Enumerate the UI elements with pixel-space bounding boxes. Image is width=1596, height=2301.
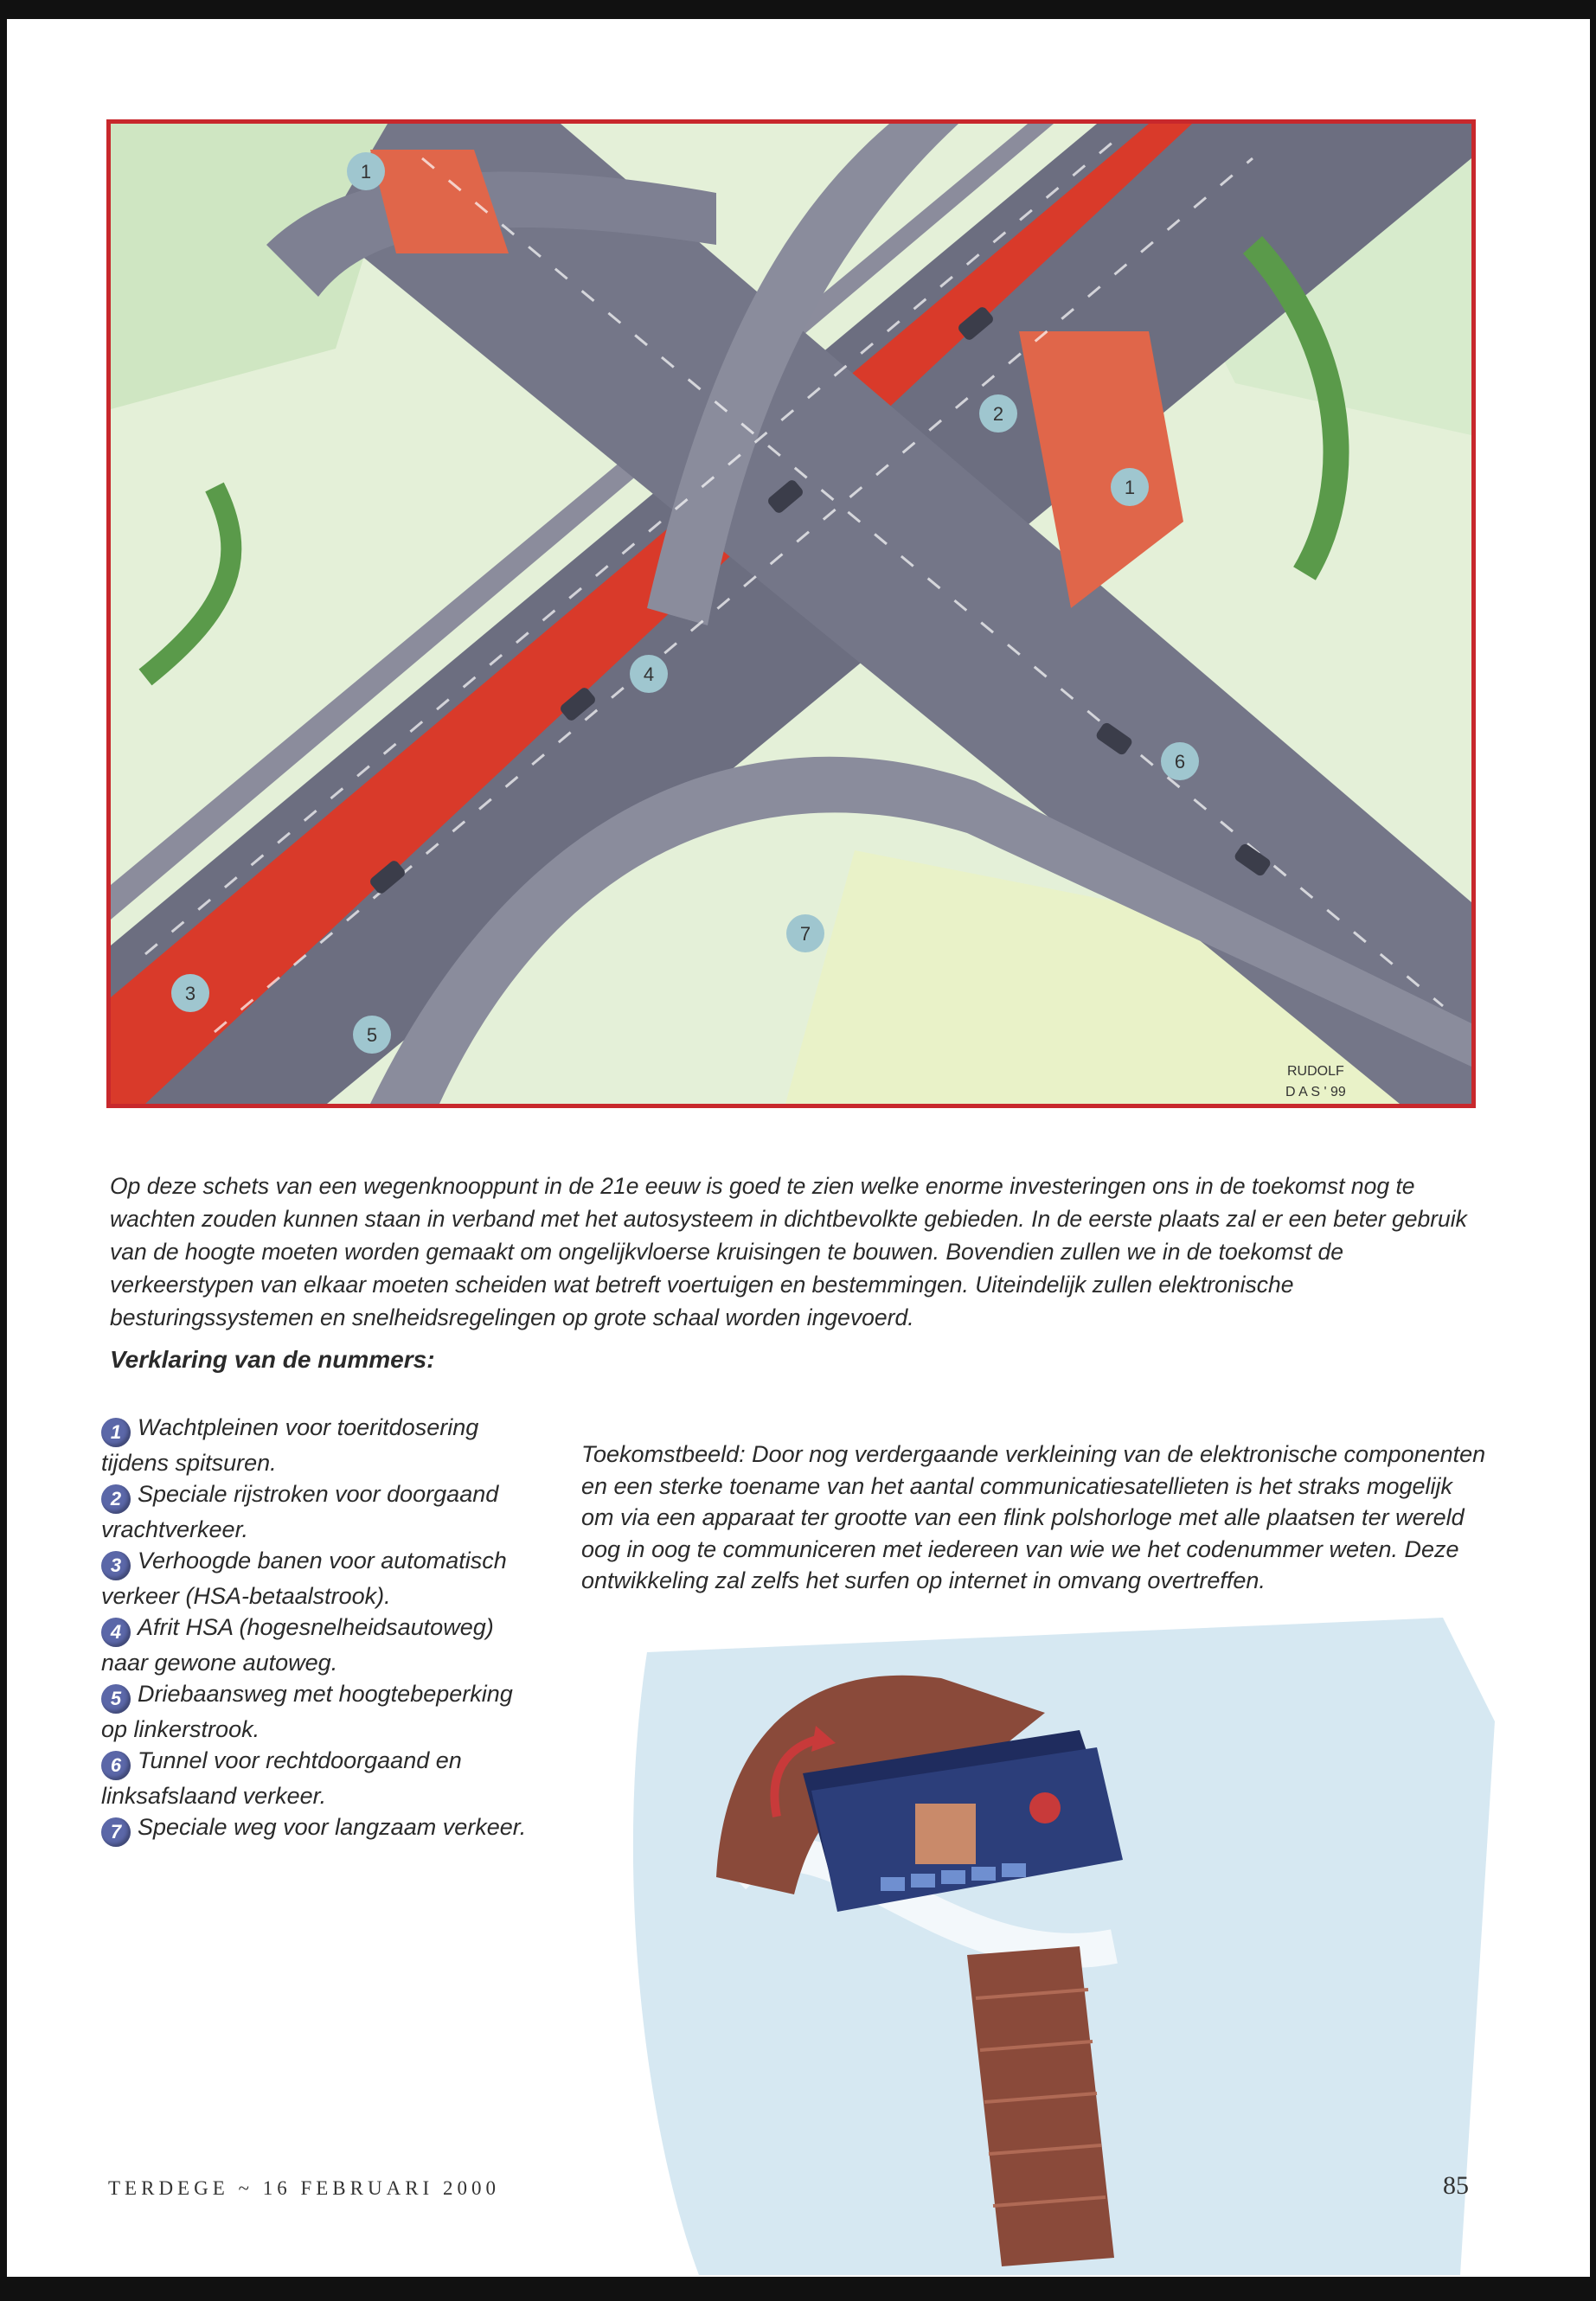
video-screen bbox=[915, 1804, 976, 1864]
legend-item bbox=[101, 1545, 534, 1612]
legend-item bbox=[101, 1811, 534, 1847]
legend-item bbox=[101, 1612, 534, 1678]
marker-3-label: 3 bbox=[184, 983, 196, 1004]
marker-2-label: 2 bbox=[992, 403, 1004, 425]
marker-1a-label: 1 bbox=[360, 161, 372, 183]
marker-6-label: 6 bbox=[1174, 751, 1186, 772]
page-number: 85 bbox=[1443, 2171, 1469, 2200]
marker-3 bbox=[171, 974, 209, 1012]
marker-1a bbox=[347, 152, 385, 190]
legend-title: Verklaring van de nummers: bbox=[110, 1346, 435, 1373]
marker-5 bbox=[353, 1016, 391, 1054]
legend-text: Speciale rijstroken voor doorgaand vrachtverkeer. bbox=[101, 1481, 499, 1542]
scan-edge-top bbox=[0, 0, 1596, 19]
legend-text: Tunnel voor rechtdoorgaand en linksafslaand verkeer. bbox=[101, 1747, 462, 1809]
number-badge: 7 bbox=[101, 1817, 131, 1847]
legend-item bbox=[101, 1478, 534, 1545]
legend-text: Afrit HSA (hogesnelheidsautoweg) naar gewone autoweg. bbox=[101, 1614, 494, 1676]
red-dial bbox=[1029, 1792, 1061, 1823]
number-badge: 5 bbox=[101, 1684, 131, 1714]
watch-illustration bbox=[595, 1618, 1495, 2275]
scan-edge-right bbox=[1590, 0, 1596, 2301]
marker-7-label: 7 bbox=[799, 923, 811, 945]
publication-footer: TERDEGE ~ 16 FEBRUARI 2000 bbox=[108, 2177, 500, 2199]
legend-list bbox=[101, 1412, 534, 1847]
scan-edge-bottom bbox=[0, 2277, 1596, 2301]
legend-item bbox=[101, 1745, 534, 1811]
interchange-illustration bbox=[106, 119, 1476, 1108]
watch-caption: Toekomstbeeld: Door nog verdergaande verkleining van de elektronische componenten en een sterke toename van het aantal communicatiesatellieten is het straks mogelijk om via een apparaat ter grootte van een flink polshorloge met alle plaatsen ter wereld oog in oog te communiceren met iedereen van wie we het codenummer weten. Deze ontwikkeling zal zelfs het surfen op internet in omvang overtreffen. bbox=[581, 1441, 1486, 1593]
illustration-caption: Op deze schets van een wegenknooppunt in de 21e eeuw is goed te zien welke enorme investeringen ons in de toekomst nog te wachten zouden kunnen staan in verband met het autosysteem in dichtbevolkte gebieden. In de eerste plaats zal er een beter gebruik van de hoogte moeten worden gemaakt om ongelijkvloerse kruisingen te bouwen. Bovendien zullen we in de toekomst de verkeerstypen van elkaar moeten scheiden wat betreft voertuigen en bestemmingen. Uiteindelijk zullen elektronische besturingssystemen en snelheidsregelingen op grote schaal worden ingevoerd. bbox=[110, 1172, 1467, 1330]
legend-text: Speciale weg voor langzaam verkeer. bbox=[138, 1814, 527, 1840]
marker-1b-label: 1 bbox=[1124, 477, 1136, 498]
marker-6 bbox=[1161, 742, 1199, 780]
number-badge: 3 bbox=[101, 1551, 131, 1580]
number-badge: 2 bbox=[101, 1484, 131, 1514]
legend-text: Verhoogde banen voor automatisch verkeer (HSA-betaalstrook). bbox=[101, 1548, 507, 1609]
legend-item bbox=[101, 1678, 534, 1745]
artist-signature-line1: RUDOLF bbox=[1287, 1064, 1344, 1079]
scan-edge-left bbox=[0, 0, 7, 2301]
marker-7 bbox=[786, 914, 824, 952]
marker-4-label: 4 bbox=[643, 663, 655, 685]
marker-4 bbox=[630, 655, 668, 693]
legend-text: Driebaansweg met hoogtebeperking op linkerstrook. bbox=[101, 1681, 513, 1742]
number-badge: 4 bbox=[101, 1618, 131, 1647]
marker-1b bbox=[1111, 468, 1149, 506]
number-badge: 6 bbox=[101, 1751, 131, 1780]
marker-2 bbox=[979, 394, 1017, 433]
legend-item bbox=[101, 1412, 534, 1478]
legend-text: Wachtpleinen voor toeritdosering tijdens spitsuren. bbox=[101, 1414, 479, 1476]
artist-signature-line2: D A S ' 99 bbox=[1285, 1085, 1346, 1099]
number-badge: 1 bbox=[101, 1418, 131, 1447]
marker-5-label: 5 bbox=[366, 1024, 378, 1046]
